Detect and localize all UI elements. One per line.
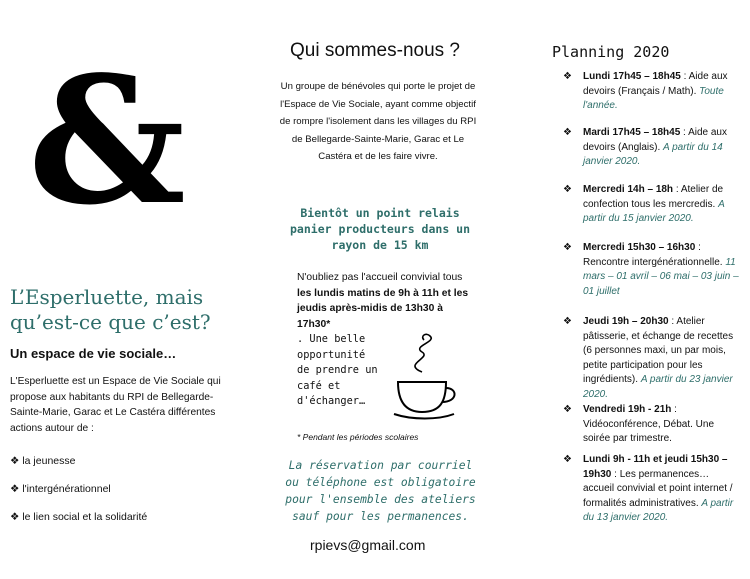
planning-item-date: Toute l'année.	[583, 85, 724, 111]
reservation-notice: La réservation par courriel ou téléphone est obligatoire pour l'ensemble des ateliers sauf pour les permanences.	[285, 459, 476, 523]
planning-item-desc: : Aide aux devoirs (Français / Math).	[583, 71, 728, 97]
planning-item-desc: : Vidéoconférence, Débat. Une soirée par trimestre.	[583, 404, 715, 444]
planning-item-desc: : Les permanences… accueil convivial et point internet / formalités administratives.	[583, 468, 733, 509]
planning-item-date: A partir du 13 janvier 2020.	[583, 497, 734, 523]
diamond-bullet-icon: ❖	[563, 242, 572, 253]
planning-item-time: Jeudi 19h – 20h30	[583, 316, 669, 327]
diamond-bullet-icon: ❖	[563, 404, 572, 415]
planning-item	[563, 183, 743, 227]
list-item-label: l'intergénérationnel	[22, 483, 111, 495]
accueil-rest: . Une belle opportunité de prendre un café et d'échanger…	[297, 333, 378, 407]
planning-item-time: Vendredi 19h - 21h	[583, 404, 672, 415]
planning-item	[563, 403, 743, 447]
planning-item-time: Mercredi 14h – 18h	[583, 184, 674, 195]
list-item	[10, 483, 111, 495]
planning-item-date: A partir du 15 janvier 2020.	[583, 198, 725, 224]
accueil-times: les lundis matins de 9h à 11h et les jeudis après-midis de 13h30 à 17h30*	[297, 287, 469, 330]
contact-email: rpievs@gmail.com	[310, 537, 426, 553]
planning-item-time: Lundi 17h45 – 18h45	[583, 71, 681, 82]
planning-item-desc: : Atelier pâtisserie, et échange de recettes (6 personnes maxi, un par mois, petite participation pour les ingrédients).	[583, 316, 734, 385]
planning-item-time: Lundi 9h - 11h et jeudi 15h30 – 19h30	[583, 454, 728, 480]
list-item	[10, 511, 147, 523]
planning-item	[563, 70, 743, 114]
accueil-lead: N'oubliez pas l'accueil convivial tous	[297, 272, 463, 283]
diamond-bullet-icon: ❖	[563, 71, 572, 82]
who-paragraph: Un groupe de bénévoles qui porte le projet de l'Espace de Vie Sociale, ayant comme objectif de rompre l'isolement dans les villages du RPI de Bellegarde-Sainte-Marie, Garac et Le Castéra et de les faire vivre.	[279, 81, 477, 162]
planning-item-date: 11 mars – 01 avril – 06 mai – 03 juin – 01 juillet	[583, 256, 739, 297]
diamond-bullet-icon: ❖	[563, 454, 572, 465]
planning-item-time: Mardi 17h45 – 18h45	[583, 127, 681, 138]
planning-item	[563, 453, 743, 526]
list-item-label: la jeunesse	[22, 455, 76, 467]
planning-item-date: A partir du 23 janvier 2020.	[583, 374, 733, 400]
section-subtitle: Un espace de vie sociale…	[10, 346, 177, 361]
intro-paragraph: L'Esperluette est un Espace de Vie Sociale qui propose aux habitants du RPI de Bellegarde-Sainte-Marie, Garac et Le Castéra différentes actions autour de :	[10, 376, 221, 434]
planning-item-desc: : Rencontre intergénérationnelle.	[583, 242, 726, 268]
planning-item	[563, 315, 743, 402]
diamond-bullet-icon: ❖	[563, 184, 572, 195]
diamond-bullet-icon: ❖	[563, 316, 572, 327]
footnote: * Pendant les périodes scolaires	[297, 432, 419, 442]
page-title-who-are-we: Qui sommes-nous ?	[289, 40, 460, 61]
list-item-label: le lien social et la solidarité	[22, 511, 148, 523]
planning-item	[563, 126, 743, 170]
section-title-esperluette: L’Esperluette, mais qu’est-ce que c’est?	[10, 285, 211, 334]
diamond-bullet-icon: ❖	[10, 455, 20, 467]
list-item	[10, 455, 75, 467]
diamond-bullet-icon: ❖	[10, 483, 20, 495]
diamond-bullet-icon: ❖	[563, 127, 572, 138]
planning-item-desc: : Aide aux devoirs (Anglais).	[583, 127, 727, 153]
relais-announcement: Bientôt un point relais panier producteurs dans un rayon de 15 km	[290, 206, 471, 252]
coffee-cup-icon	[392, 332, 462, 420]
ampersand-logo-glyph: &	[28, 62, 186, 212]
diamond-bullet-icon: ❖	[10, 511, 20, 523]
planning-item-desc: : Atelier de confection tous les mercredis.	[583, 184, 724, 210]
planning-title: Planning 2020	[552, 43, 670, 61]
planning-item	[563, 241, 743, 299]
ampersand-logo	[28, 62, 198, 212]
planning-item-time: Mercredi 15h30 – 16h30	[583, 242, 696, 253]
planning-item-date: A partir du 14 janvier 2020.	[583, 141, 723, 167]
